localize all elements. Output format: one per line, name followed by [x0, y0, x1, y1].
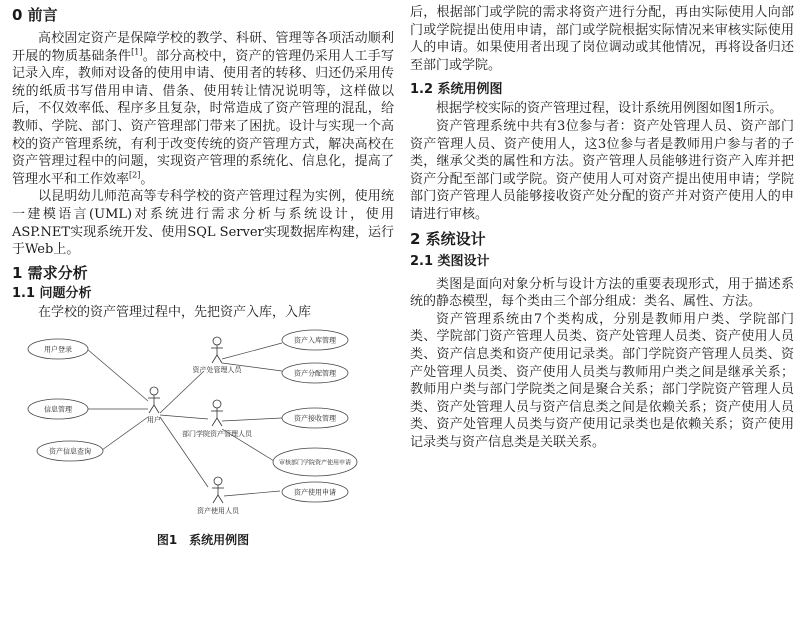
actor-label: 资产处管理人员	[192, 366, 242, 375]
section-1-heading: 1 需求分析	[12, 263, 88, 282]
intro-text-c: 。	[140, 171, 154, 187]
class-paragraph-1: 类图是面向对象分析与设计方法的重要表现形式，用于描述系统的静态模型，每个类由三个部分组成：类名、属性、方法。	[410, 276, 794, 310]
intro-text-a: 高校固定资产是保障学校的教学、科研、管理等各项活动顺利开展的物质基础条件	[12, 31, 394, 64]
generalization-line	[160, 417, 208, 487]
left-column	[12, 0, 394, 549]
intro-paragraph-2: 以昆明幼儿师范高等专科学校的资产管理过程为实例，使用统一建模语言(UML)对系统进行需求分析与系统设计，使用ASP.NET实现系统开发、使用SQL Server实现数据库构建，运行于Web上。	[12, 189, 394, 258]
generalization-line	[160, 371, 204, 413]
assoc-line	[87, 349, 148, 401]
uc-label: 资产接收管理	[294, 414, 336, 423]
actor-label: 部门学院资产管理人员	[182, 430, 252, 439]
section-0-heading: 0 前言	[12, 6, 58, 24]
problem-paragraph-1: 在学校的资产管理过程中，先把资产入库，入库	[38, 304, 312, 320]
right-column	[410, 0, 794, 451]
actor-asset-user-icon	[212, 477, 224, 503]
uc-label: 资产使用申请	[294, 488, 336, 497]
uc-label: 资产入库管理	[294, 336, 336, 345]
usecase-paragraph-1: 根据学校实际的资产管理过程，设计系统用例图如图1所示。	[436, 101, 783, 117]
uc-label: 用户登录	[44, 345, 72, 354]
problem-paragraph-2: 后，根据部门或学院的需求将资产进行分配，再由实际使用人向部门或学院提出使用申请，部门或学院根据实际情况来审核实际使用人的申请。如果使用者出现了岗位调动或其他情况，再将设备归还至部门或学院。	[410, 5, 794, 73]
citation-2: [2]	[129, 170, 141, 180]
section-2-1-heading: 2.1 类图设计	[410, 253, 490, 269]
actor-user-icon	[148, 387, 160, 413]
uc-label: 资产信息查询	[49, 447, 91, 456]
actor-dept-admin-icon	[211, 400, 223, 426]
uc-label: 审核部门学院资产使用申请	[278, 459, 352, 467]
uc-label: 资产分配管理	[294, 369, 336, 378]
use-case-diagram	[12, 321, 394, 531]
actor-label: 资产使用人员	[197, 507, 239, 516]
use-case-diagram-svg	[12, 321, 394, 531]
generalization-line	[160, 415, 208, 419]
usecase-paragraph-2: 资产管理系统中共有3位参与者：资产处管理人员、资产部门资产管理人员、资产使用人，这3位参与者是教师用户参与者的子类，继承父类的属性和方法。资产管理人员能够进行资产入库并把资产分配至部门或学院。资产使用人可对资产提出使用申请；学院部门资产管理人员能够接收资产处分配的资产并对资产使用人的申请进行审核。	[410, 118, 794, 222]
assoc-line	[222, 343, 282, 359]
intro-paragraph-1	[12, 30, 394, 188]
section-2-heading: 2 系统设计	[410, 229, 486, 248]
actor-asset-office-icon	[211, 337, 223, 363]
intro-text-b: 。部分高校中，资产的管理仍采用人工手写记录入库，教师对设备的使用申请、使用者的转移、归还仍采用传统的纸质书写借用申请、借条、使用转让情况说明等，这样做以后，不仅效率低、程序多且复杂，时常造成了资产管理的混乱，给教师、学院、部门、资产管理部门带来了困扰。设计与实现一个高校的资产管理系统，有利于改变传统的资产管理方式，解决高校在资产管理过程中的问题，实现资产管理的系统化、信息化，提高了管理水平和工作效率	[12, 48, 394, 187]
section-1-1-heading: 1.1 问题分析	[12, 285, 92, 301]
actor-label: 用户	[147, 416, 161, 425]
class-paragraph-2: 资产管理系统由7个类构成，分别是教师用户类、学院部门类、学院部门资产管理人员类、资产处管理人员类、资产使用人员类、资产信息类和资产使用记录类。部门学院资产管理人员类、资产处管理人员类、资产使用人员类与教师用户类之间是继承关系；教师用户类与部门学院类之间是聚合关系；部门学院资产管理人员类、资产处管理人员与资产信息类之间是依赖关系；资产使用人员类、资产处管理人员类与资产使用记录类也是依赖关系；资产使用记录类与资产信息类是关联关系。	[410, 311, 794, 450]
citation-1: [1]	[131, 47, 143, 57]
uc-label: 信息管理	[44, 405, 72, 414]
assoc-line	[224, 491, 280, 496]
section-1-2-heading: 1.2 系统用例图	[410, 82, 503, 98]
assoc-line	[102, 417, 148, 450]
assoc-line	[222, 418, 282, 421]
figure-caption: 图1 系统用例图	[156, 533, 250, 548]
